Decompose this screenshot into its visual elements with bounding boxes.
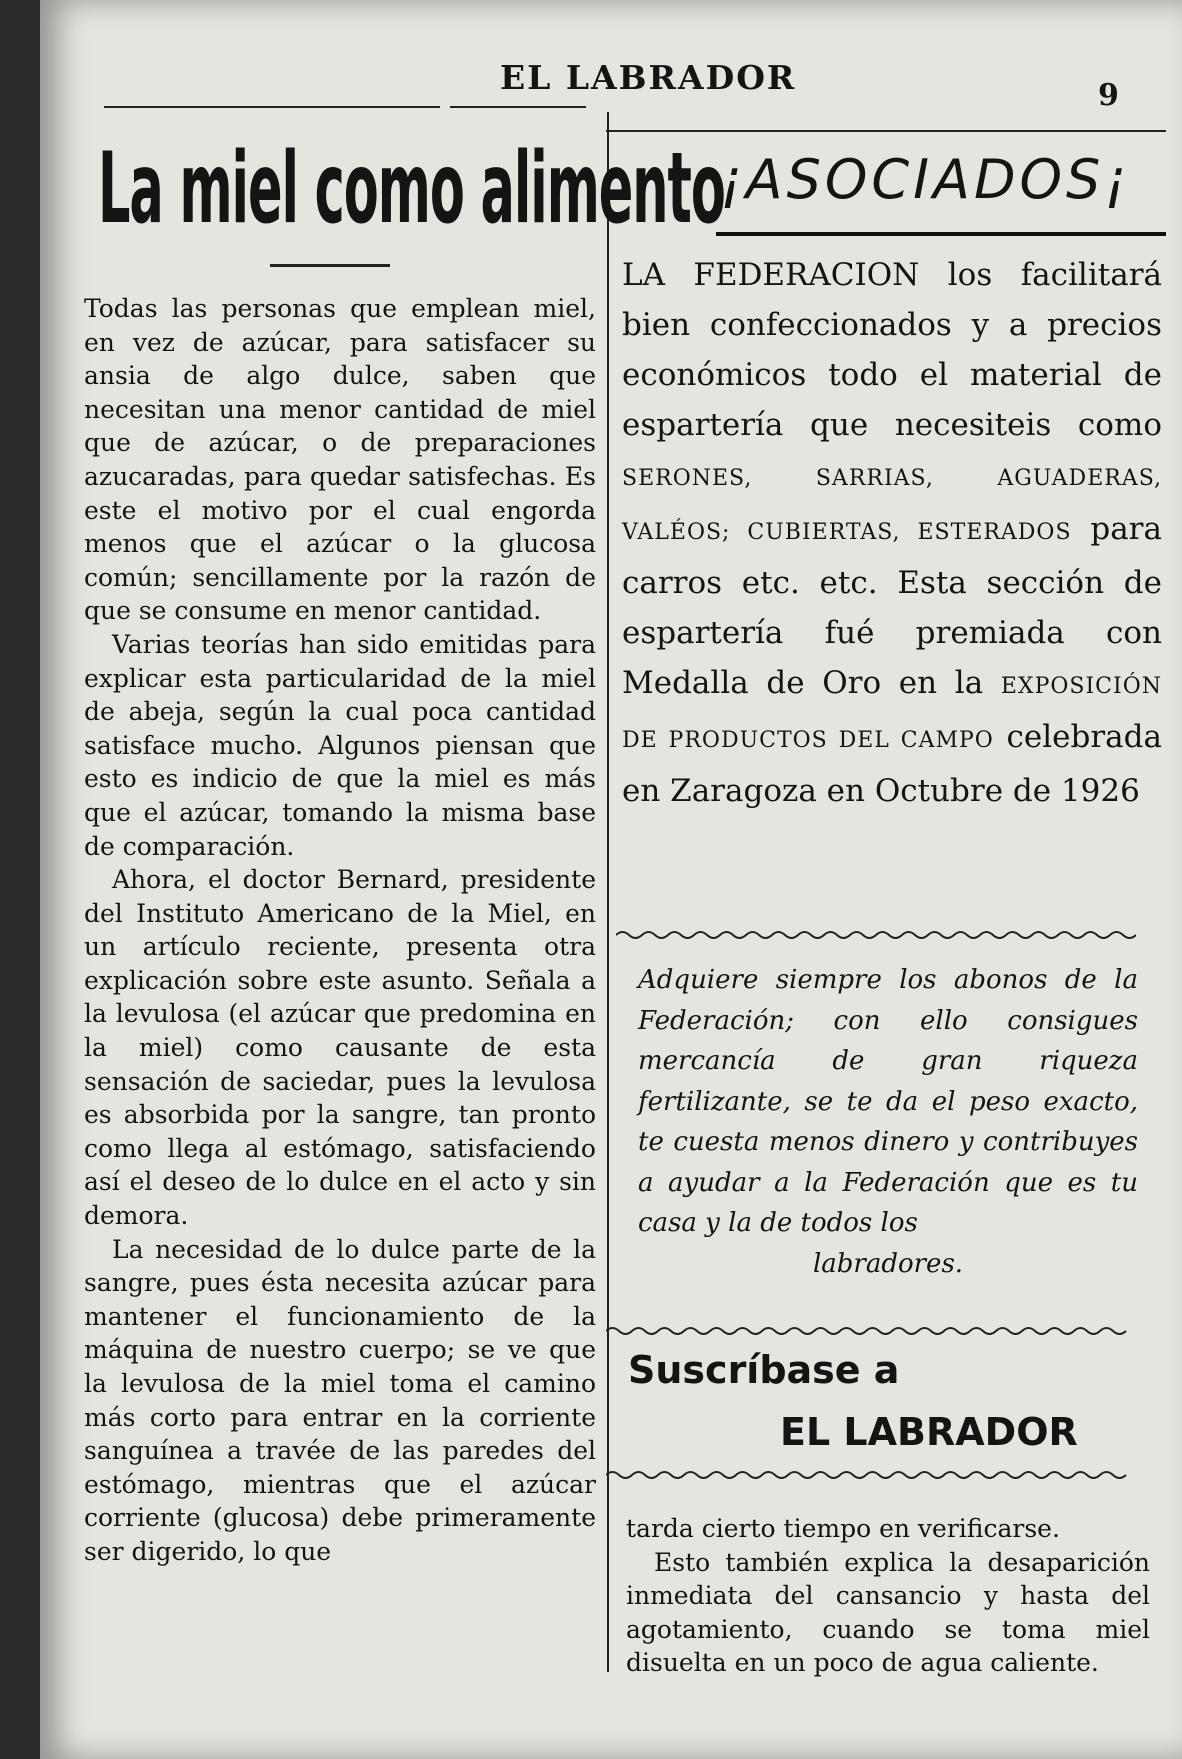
running-header: EL LABRADOR: [500, 58, 797, 97]
promo-last-word: labradores.: [812, 1248, 964, 1279]
associates-notice: [622, 250, 1162, 816]
header-rule-left: [104, 106, 440, 108]
article-paragraph: Esto también explica la desaparición inmediata del cansancio y hasta del agotamiento, cuando se toma miel disuelta en un poco de agua caliente.: [626, 1547, 1150, 1678]
notice-items: SERONES, SARRIAS, AGUADERAS, VALÉOS; CUBIERTAS, ESTERADOS: [622, 466, 1162, 545]
title-underline: [270, 264, 390, 267]
subscribe-heading: Suscríbase a: [628, 1348, 900, 1392]
notice-exhibition: EXPOSICIÓN DE PRODUCTOS DEL CAMPO: [622, 674, 1162, 753]
column-divider: [607, 112, 609, 1672]
fertilizer-promo: [638, 960, 1138, 1284]
article-paragraph: La necesidad de lo dulce parte de la sangre, pues ésta necesita azúcar para mantener el funcionamiento de la máquina de nuestro cuerpo; se ve que la levulosa de la miel toma el camino más corto para entrar en la corriente sanguínea a travée de las paredes del estómago, mientras que el azúcar corriente (glucosa) debe primeramente ser digerido, lo que: [84, 1234, 596, 1566]
associates-title: ¡ASOCIADOS¡: [720, 148, 1130, 211]
article-body: [84, 292, 596, 1569]
wavy-divider: [606, 1468, 1132, 1482]
article-title: La miel como alimento: [98, 132, 725, 246]
article-paragraph: Varias teorías han sido emitidas para explicar esta particularidad de la miel de abeja, según la cual poca cantidad satisface mucho. Algunos piensan que esto es indicio de que la miel es más que el azúcar, tomando la misma base de comparación.: [84, 629, 596, 861]
notice-text: para carros etc. etc.: [622, 511, 1162, 601]
subscribe-publication: EL LABRADOR: [780, 1410, 1078, 1454]
wavy-divider: [616, 928, 1136, 942]
magazine-page: [40, 0, 1182, 1759]
wavy-divider: [606, 1324, 1132, 1338]
associates-underline: [716, 232, 1166, 236]
article-paragraph: Ahora, el doctor Bernard, presidente del Instituto Americano de la Miel, en un artículo reciente, presenta otra explicación sobre este asunto. Señala a la levulosa (el azúcar que predomina en la miel) como causante de esta sensación de saciedar, pues la levulosa es absorbida por la sangre, tan pronto como llega al estómago, satisfaciendo así el deseo de lo dulce en el acto y sin demora.: [84, 865, 596, 1231]
article-continuation: [626, 1512, 1150, 1680]
page-number: 9: [1098, 78, 1119, 113]
article-paragraph: tarda cierto tiempo en verificarse.: [626, 1514, 1060, 1543]
article-paragraph: Todas las personas que emplean miel, en vez de azúcar, para satisfacer su ansia de algo dulce, saben que necesitan una menor cantidad de miel que de azúcar, o de preparaciones azucaradas, para quedar satisfechas. Es este el motivo por el cual engorda menos que el azúcar o la glucosa común; sencillamente por la razón de que se consume en menor cantidad.: [84, 294, 596, 626]
header-rule-middle: [450, 106, 586, 108]
notice-text: celebrada en Zaragoza en Octubre de 1926: [622, 719, 1162, 809]
notice-text: LA FEDERACION los facilitará bien confeccionados y a precios económicos todo el material de espartería que necesiteis como: [622, 257, 1162, 443]
notice-text: Esta sección de espartería fué premiada con Medalla de Oro en la: [622, 565, 1162, 701]
promo-text: Adquiere siempre los abonos de la Federación; con ello consigues mercancía de gran riqueza fertilizante, se te da el peso exacto, te cuesta menos dinero y contribuyes a ayudar a la Federación que es tu casa y la de todos los: [638, 965, 1138, 1238]
